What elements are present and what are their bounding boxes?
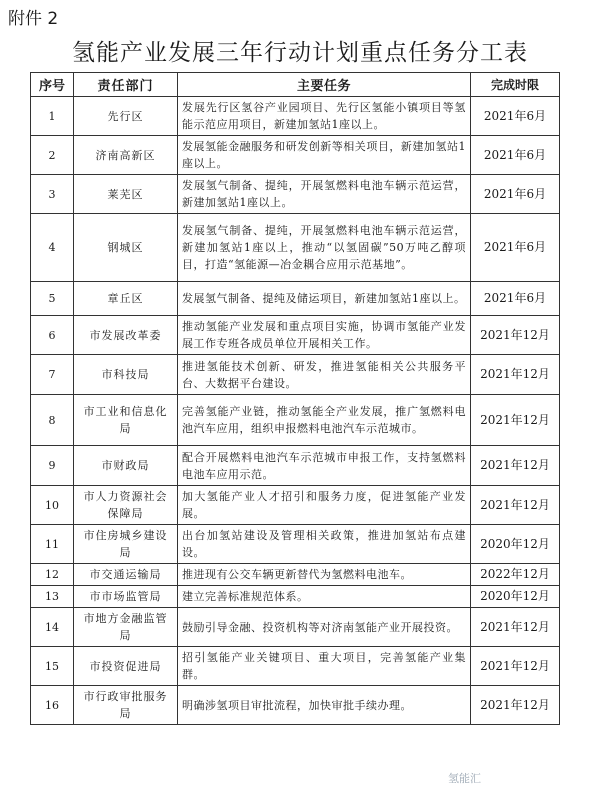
- row-number: 4: [31, 214, 74, 282]
- table-row: [31, 647, 560, 686]
- row-task: 推动氢能产业发展和重点项目实施，协调市氢能产业发展工作专班各成员单位开展相关工作。: [178, 316, 471, 355]
- row-deadline: 2021年12月: [471, 355, 560, 395]
- table-row: [31, 214, 560, 282]
- row-deadline: 2021年6月: [471, 97, 560, 136]
- row-deadline: 2021年12月: [471, 608, 560, 647]
- row-dept: 市财政局: [74, 446, 178, 486]
- watermark-text: 氢能汇: [448, 772, 481, 785]
- row-number: 15: [31, 647, 74, 686]
- row-task: 发展氢能金融服务和研发创新等相关项目，新建加氢站1座以上。: [178, 136, 471, 175]
- row-deadline: 2021年12月: [471, 316, 560, 355]
- row-deadline: 2021年6月: [471, 136, 560, 175]
- row-number: 2: [31, 136, 74, 175]
- row-number: 12: [31, 564, 74, 586]
- row-task: 推进现有公交车辆更新替代为氢燃料电池车。: [178, 564, 471, 586]
- row-number: 11: [31, 525, 74, 564]
- row-task: 加大氢能产业人才招引和服务力度，促进氢能产业发展。: [178, 486, 471, 525]
- row-number: 10: [31, 486, 74, 525]
- table-row: [31, 282, 560, 316]
- row-number: 6: [31, 316, 74, 355]
- row-number: 14: [31, 608, 74, 647]
- row-dept: 先行区: [74, 97, 178, 136]
- row-dept: 莱芜区: [74, 175, 178, 214]
- row-dept: 市地方金融监管局: [74, 608, 178, 647]
- table-row: [31, 446, 560, 486]
- row-dept: 济南高新区: [74, 136, 178, 175]
- row-dept: 市发展改革委: [74, 316, 178, 355]
- task-table: [30, 72, 560, 725]
- row-task: 发展氢气制备、提纯及储运项目，新建加氢站1座以上。: [178, 282, 471, 316]
- row-number: 13: [31, 586, 74, 608]
- row-deadline: 2021年12月: [471, 446, 560, 486]
- table-row: [31, 525, 560, 564]
- column-header-deadline: 完成时限: [471, 73, 560, 97]
- page-title: 氢能产业发展三年行动计划重点任务分工表: [72, 40, 528, 66]
- row-deadline: 2021年12月: [471, 647, 560, 686]
- row-deadline: 2021年12月: [471, 395, 560, 446]
- row-dept: 市住房城乡建设局: [74, 525, 178, 564]
- row-dept: 市行政审批服务局: [74, 686, 178, 725]
- column-header-no: 序号: [31, 73, 74, 97]
- table-header-row: [31, 73, 560, 97]
- table-row: [31, 586, 560, 608]
- row-deadline: 2021年12月: [471, 686, 560, 725]
- row-deadline: 2021年6月: [471, 175, 560, 214]
- row-dept: 章丘区: [74, 282, 178, 316]
- table-row: [31, 686, 560, 725]
- table-row: [31, 564, 560, 586]
- row-task: 出台加氢站建设及管理相关政策，推进加氢站布点建设。: [178, 525, 471, 564]
- column-header-task: 主要任务: [178, 73, 471, 97]
- row-dept: 市市场监管局: [74, 586, 178, 608]
- row-task: 完善氢能产业链，推动氢能全产业发展，推广氢燃料电池汽车应用，组织申报燃料电池汽车示范城市。: [178, 395, 471, 446]
- row-dept: 市人力资源社会保障局: [74, 486, 178, 525]
- table-row: [31, 316, 560, 355]
- table-row: [31, 355, 560, 395]
- row-deadline: 2020年12月: [471, 586, 560, 608]
- table-row: [31, 486, 560, 525]
- row-dept: 市投资促进局: [74, 647, 178, 686]
- row-number: 8: [31, 395, 74, 446]
- row-task: 发展氢气制备、提纯，开展氢燃料电池车辆示范运营，新建加氢站1座以上。: [178, 175, 471, 214]
- row-task: 发展氢气制备、提纯，开展氢燃料电池车辆示范运营，新建加氢站1座以上，推动“以氢固碳”50万吨乙醇项目，打造“氢能源—冶金耦合应用示范基地”。: [178, 214, 471, 282]
- column-header-dept: 责任部门: [74, 73, 178, 97]
- row-deadline: 2022年12月: [471, 564, 560, 586]
- row-task: 鼓励引导金融、投资机构等对济南氢能产业开展投资。: [178, 608, 471, 647]
- row-dept: 市交通运输局: [74, 564, 178, 586]
- row-dept: 市科技局: [74, 355, 178, 395]
- row-task: 明确涉氢项目审批流程，加快审批手续办理。: [178, 686, 471, 725]
- row-task: 推进氢能技术创新、研发，推进氢能相关公共服务平台、大数据平台建设。: [178, 355, 471, 395]
- row-dept: 钢城区: [74, 214, 178, 282]
- attachment-label: 附件 2: [8, 9, 59, 29]
- row-deadline: 2021年6月: [471, 214, 560, 282]
- table-row: [31, 97, 560, 136]
- row-dept: 市工业和信息化局: [74, 395, 178, 446]
- row-deadline: 2021年12月: [471, 486, 560, 525]
- table-row: [31, 175, 560, 214]
- table-row: [31, 395, 560, 446]
- row-deadline: 2020年12月: [471, 525, 560, 564]
- row-number: 16: [31, 686, 74, 725]
- row-task: 建立完善标准规范体系。: [178, 586, 471, 608]
- row-task: 发展先行区氢谷产业园项目、先行区氢能小镇项目等氢能示范应用项目，新建加氢站1座以上。: [178, 97, 471, 136]
- row-task: 招引氢能产业关键项目、重大项目，完善氢能产业集群。: [178, 647, 471, 686]
- table-row: [31, 608, 560, 647]
- row-number: 1: [31, 97, 74, 136]
- row-number: 9: [31, 446, 74, 486]
- row-number: 3: [31, 175, 74, 214]
- row-task: 配合开展燃料电池汽车示范城市申报工作，支持氢燃料电池车应用示范。: [178, 446, 471, 486]
- row-number: 5: [31, 282, 74, 316]
- row-number: 7: [31, 355, 74, 395]
- table-row: [31, 136, 560, 175]
- row-deadline: 2021年6月: [471, 282, 560, 316]
